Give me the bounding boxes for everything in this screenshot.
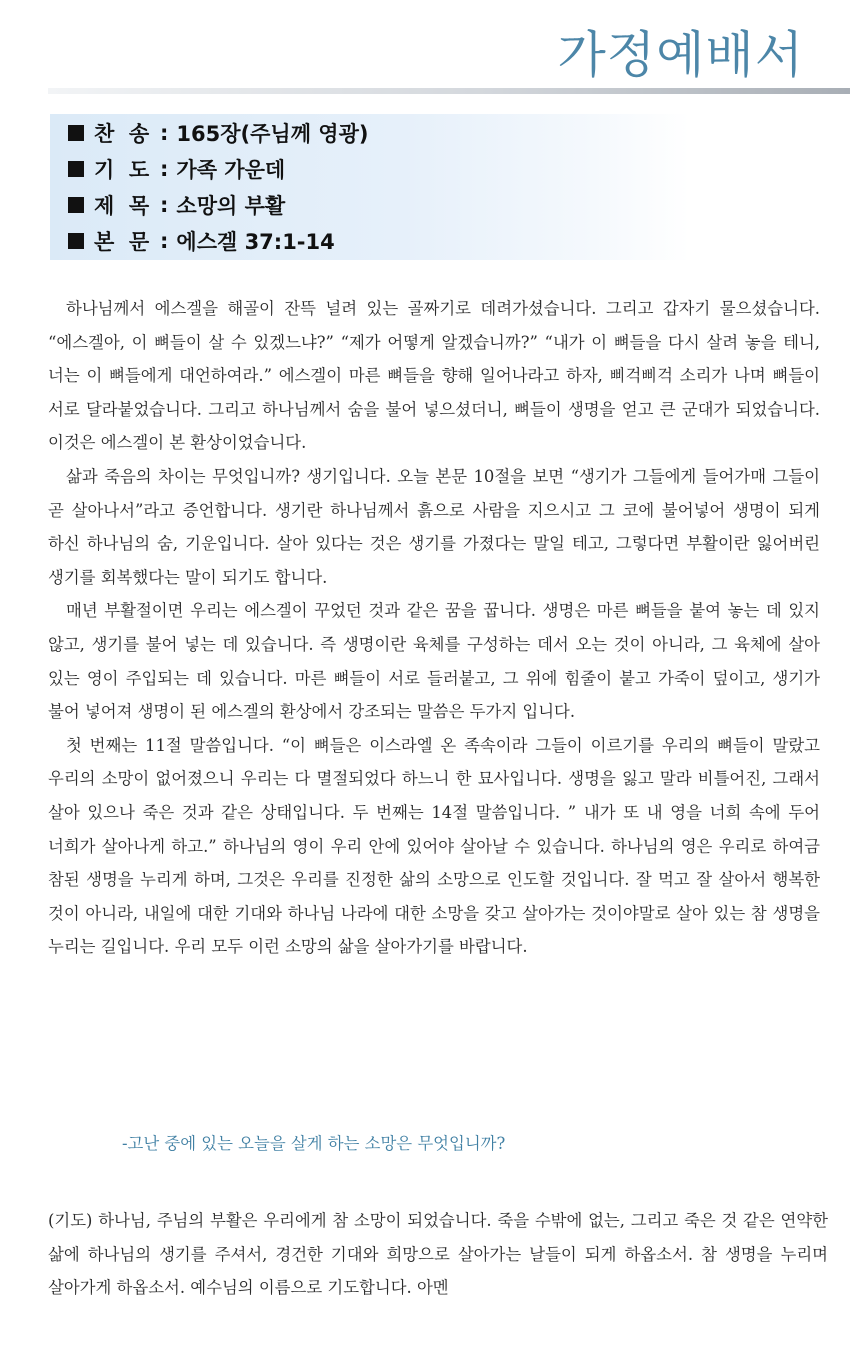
sermon-paragraph-3: 매년 부활절이면 우리는 에스겔이 꾸었던 것과 같은 꿈을 꿉니다. 생명은 마른 뼈들을 붙여 놓는 데 있지 않고, 생기를 불어 넣는 데 있습니다. 즉 생명이란 육체를 구성하는 데서 오는 것이 아니라, 그 육체에 살아 있는 영이 주입되는 데 있습니다. 마른 뼈들이 서로 들러붙고, 그 위에 힘줄이 붙고 가죽이 덮이고, 생기가 불어 넣어져 생명이 된 에스겔의 환상에서 강조되는 말씀은 두가지 입니다. <box>48 601 820 722</box>
square-bullet-icon <box>68 233 84 249</box>
sermon-paragraph-1: 하나님께서 에스겔을 해골이 잔뜩 널려 있는 골짜기로 데려가셨습니다. 그리고 갑자기 물으셨습니다. “에스겔아, 이 뼈들이 살 수 있겠느냐?” “제가 어떻게 알겠습니까?” “내가 이 뼈들을 다시 살려 놓을 테니, 너는 이 뼈들에게 대언하여라.” 에스겔이 마른 뼈들을 향해 일어나라고 하자, 삐걱삐걱 소리가 나며 뼈들이 서로 달라붙었습니다. 그리고 하나님께서 숨을 불어 넣으셨더니, 뼈들이 생명을 얻고 큰 군대가 되었습니다. 이것은 에스겔이 본 환상이었습니다. <box>48 299 820 453</box>
info-row-hymn <box>68 116 368 150</box>
title-divider <box>48 88 850 94</box>
info-colon: : <box>160 229 169 253</box>
info-value: 소망의 부활 <box>176 194 286 218</box>
info-row-title <box>68 188 285 222</box>
page-title: 가정예배서 <box>557 26 804 84</box>
sermon-paragraph-4: 첫 번째는 11절 말씀입니다. “이 뼈들은 이스라엘 온 족속이라 그들이 이르기를 우리의 뼈들이 말랐고 우리의 소망이 없어졌으니 우리는 다 멸절되었다 하느니 한 묘사입니다. 생명을 잃고 말라 비틀어진, 그래서 살아 있으나 죽은 것과 같은 상태입니다. 두 번째는 14절 말씀입니다. ” 내가 또 내 영을 너희 속에 두어 너희가 살아나게 하고.” 하나님의 영이 우리 안에 있어야 살아날 수 있습니다. 하나님의 영은 우리로 하여금 참된 생명을 누리게 하며, 그것은 우리를 진정한 삶의 소망으로 인도할 것입니다. 잘 먹고 잘 살아서 행복한 것이 아니라, 내일에 대한 기대와 하나님 나라에 대한 소망을 갖고 살아가는 것이야말로 살아 있는 참 생명을 누리는 길입니다. 우리 모두 이런 소망의 삶을 살아가기를 바랍니다. <box>48 735 820 957</box>
info-label: 찬 송 <box>94 122 150 146</box>
info-row-prayer <box>68 152 285 186</box>
info-label: 제 목 <box>94 194 150 218</box>
sermon-paragraph-2: 삶과 죽음의 차이는 무엇입니까? 생기입니다. 오늘 본문 10절을 보면 “생기가 그들에게 들어가매 그들이 곧 살아나서”라고 증언합니다. 생기란 하나님께서 흙으로 사람을 지으시고 그 코에 불어넣어 생명이 되게 하신 하나님의 숨, 기운입니다. 살아 있다는 것은 생기를 가졌다는 말일 테고, 그렇다면 부활이란 잃어버린 생기를 회복했다는 말이 되기도 합니다. <box>48 466 820 587</box>
info-label: 기 도 <box>94 158 150 182</box>
square-bullet-icon <box>68 197 84 213</box>
closing-prayer: (기도) 하나님, 주님의 부활은 우리에게 참 소망이 되었습니다. 죽을 수밖에 없는, 그리고 죽은 것 같은 연약한 삶에 하나님의 생기를 주셔서, 경건한 기대와 희망으로 살아가는 날들이 되게 하옵소서. 참 생명을 누리며 살아가게 하옵소서. 예수님의 이름으로 기도합니다. 아멘 <box>48 1211 828 1298</box>
info-value: 가족 가운데 <box>176 158 286 182</box>
sermon-body <box>48 292 820 964</box>
info-colon: : <box>160 193 169 217</box>
square-bullet-icon <box>68 161 84 177</box>
square-bullet-icon <box>68 125 84 141</box>
reflection-question: -고난 중에 있는 오늘을 살게 하는 소망은 무엇입니까? <box>122 1134 506 1153</box>
worship-info-box <box>50 114 690 260</box>
info-label: 본 문 <box>94 230 150 254</box>
info-value: 에스겔 37:1-14 <box>176 230 335 254</box>
info-value: 165장(주님께 영광) <box>176 122 369 146</box>
info-colon: : <box>160 157 169 181</box>
info-row-scripture <box>68 224 335 258</box>
info-colon: : <box>160 121 169 145</box>
